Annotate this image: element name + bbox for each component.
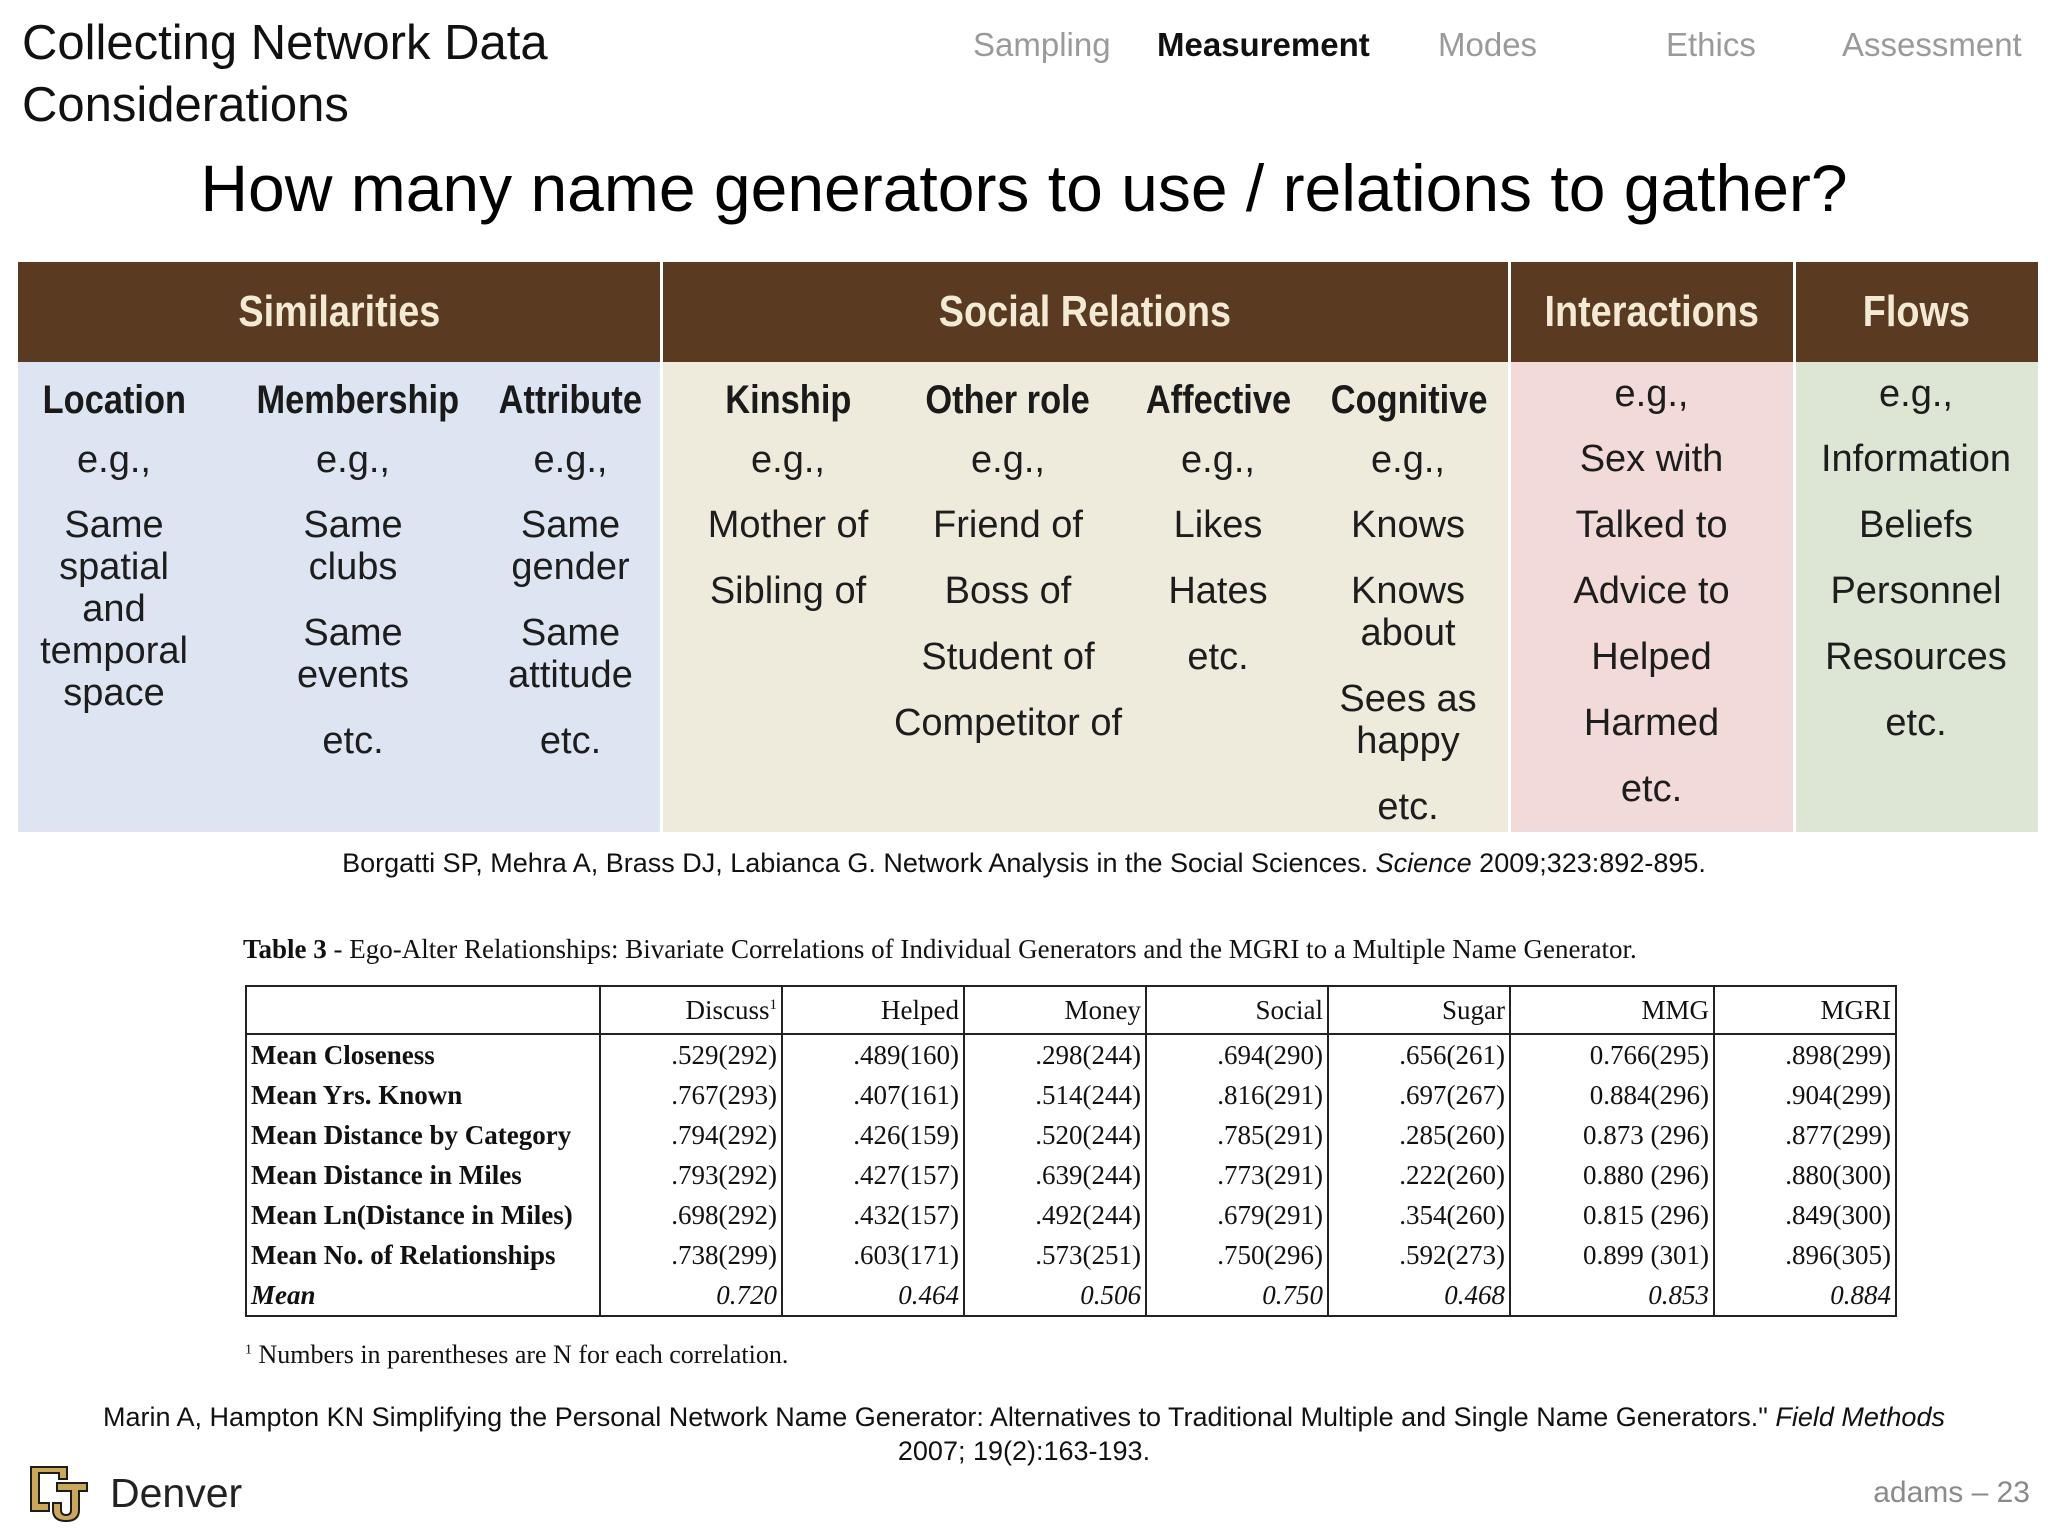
table-cell: 0.853 xyxy=(1510,1275,1714,1316)
row-label: Mean Distance by Category xyxy=(246,1115,600,1155)
table-row xyxy=(246,1235,1896,1275)
table-cell: 0.880 (296) xyxy=(1510,1155,1714,1195)
divider xyxy=(660,262,663,832)
page-number: adams – 23 xyxy=(1873,1476,2030,1509)
etc-label: etc. xyxy=(322,720,384,762)
table-corner-cell xyxy=(246,986,600,1034)
column-header: Affective xyxy=(1145,378,1291,422)
eg-label: e.g., xyxy=(1181,439,1255,481)
table-cell: .407(161) xyxy=(782,1075,964,1115)
column-header: Attribute xyxy=(498,378,643,422)
example-item: Competitor of xyxy=(893,702,1123,744)
example-item: Advice to xyxy=(1573,570,1730,612)
table-cell: .426(159) xyxy=(782,1115,964,1155)
column-header: Other role xyxy=(925,378,1091,422)
table-cell: .698(292) xyxy=(600,1195,782,1235)
example-item: Knows xyxy=(1350,504,1466,546)
footnote-text: Numbers in parentheses are N for each correlation. xyxy=(252,1340,789,1369)
column-header: Membership xyxy=(256,378,460,422)
example-item: Sees as xyxy=(1339,678,1477,720)
row-label: Mean Ln(Distance in Miles) xyxy=(246,1195,600,1235)
table-cell: .529(292) xyxy=(600,1034,782,1075)
column-header-discuss: Discuss$^1$ xyxy=(600,986,782,1034)
table-cell: .904(299) xyxy=(1714,1075,1896,1115)
nav-tab-ethics[interactable]: Ethics xyxy=(1666,26,1756,63)
table-header-row xyxy=(246,986,1896,1034)
table-cell: 0.815 (296) xyxy=(1510,1195,1714,1235)
table-cell: 0.468 xyxy=(1328,1275,1510,1316)
example-item: Information xyxy=(1820,438,2012,480)
example-item: space xyxy=(63,672,165,714)
eg-label: e.g., xyxy=(533,439,608,481)
table-cell: .679(291) xyxy=(1146,1195,1328,1235)
deck-title-line2: Considerations xyxy=(22,78,349,132)
cu-logo-icon xyxy=(26,1462,92,1524)
example-item: Hates xyxy=(1168,570,1268,612)
table-cell: 0.766(295) xyxy=(1510,1034,1714,1075)
row-label: Mean xyxy=(246,1275,600,1316)
example-item: Same xyxy=(64,504,164,546)
etc-label: etc. xyxy=(1885,702,1947,744)
table-cell: .520(244) xyxy=(964,1115,1146,1155)
column-header-sugar: Sugar xyxy=(1328,986,1510,1034)
citation-text: Borgatti SP, Mehra A, Brass DJ, Labianca G. Network Analysis in the Social Sciences. xyxy=(342,848,1376,878)
column-location xyxy=(18,362,210,714)
column-other-role xyxy=(888,362,1128,744)
footnote-marker: 1 xyxy=(769,996,777,1013)
table-cell: .354(260) xyxy=(1328,1195,1510,1235)
table-cell: .694(290) xyxy=(1146,1034,1328,1075)
column-header-mgri: MGRI xyxy=(1714,986,1896,1034)
table-cell: .793(292) xyxy=(600,1155,782,1195)
table-cell: .427(157) xyxy=(782,1155,964,1195)
nav-tab-measurement[interactable]: Measurement xyxy=(1157,26,1370,63)
table-cell: .656(261) xyxy=(1328,1034,1510,1075)
table-cell: .639(244) xyxy=(964,1155,1146,1195)
correlation-table xyxy=(245,985,1897,1317)
example-item: Resources xyxy=(1825,636,2007,678)
table-cell: .877(299) xyxy=(1714,1115,1896,1155)
table-cell: .880(300) xyxy=(1714,1155,1896,1195)
footnote-marker: 1 xyxy=(245,1342,252,1358)
table-row xyxy=(246,1155,1896,1195)
column-affective xyxy=(1128,362,1308,678)
table-row xyxy=(246,1275,1896,1316)
example-item: Friend of xyxy=(933,504,1083,546)
example-item: Beliefs xyxy=(1858,504,1974,546)
column-header-money: Money xyxy=(964,986,1146,1034)
example-item: happy xyxy=(1356,720,1460,762)
example-item: and xyxy=(82,588,146,630)
row-label: Mean Distance in Miles xyxy=(246,1155,600,1195)
table-cell: .898(299) xyxy=(1714,1034,1896,1075)
table-cell: .773(291) xyxy=(1146,1155,1328,1195)
etc-label: etc. xyxy=(1620,768,1683,810)
table-cell: 0.464 xyxy=(782,1275,964,1316)
table-cell: .750(296) xyxy=(1146,1235,1328,1275)
example-item: clubs xyxy=(308,546,398,588)
table-cell: .298(244) xyxy=(964,1034,1146,1075)
table-cell: .816(291) xyxy=(1146,1075,1328,1115)
etc-label: etc. xyxy=(539,720,602,762)
nav-tab-sampling[interactable]: Sampling xyxy=(973,26,1111,63)
example-item: temporal xyxy=(40,630,188,672)
example-item: Same xyxy=(303,612,403,654)
table-cell: 0.884(296) xyxy=(1510,1075,1714,1115)
citation-journal: Science xyxy=(1375,848,1472,878)
deck-title xyxy=(22,12,548,136)
table-caption-label: Table 3 xyxy=(243,934,327,964)
column-cognitive xyxy=(1318,362,1498,828)
table-row xyxy=(246,1034,1896,1075)
column-flows xyxy=(1794,360,2038,744)
table-cell: .896(305) xyxy=(1714,1235,1896,1275)
table-cell: .738(299) xyxy=(600,1235,782,1275)
example-item: Same xyxy=(520,612,621,654)
table-footnote xyxy=(245,1340,788,1370)
nav-tab-assessment[interactable]: Assessment xyxy=(1842,26,2022,63)
table-cell: .514(244) xyxy=(964,1075,1146,1115)
example-item: events xyxy=(297,654,409,696)
example-item: Sex with xyxy=(1579,438,1724,480)
category-social-relations: Social Relations xyxy=(661,262,1509,362)
column-header: Kinship xyxy=(724,378,852,422)
table-cell: 0.720 xyxy=(600,1275,782,1316)
table-cell: .592(273) xyxy=(1328,1235,1510,1275)
example-item: Student of xyxy=(921,636,1095,678)
table-cell: .849(300) xyxy=(1714,1195,1896,1235)
table-cell: .489(160) xyxy=(782,1034,964,1075)
column-attribute xyxy=(483,362,658,762)
table-cell: .285(260) xyxy=(1328,1115,1510,1155)
table-cell: .432(157) xyxy=(782,1195,964,1235)
relation-typology-grid xyxy=(18,262,2038,832)
example-item: Harmed xyxy=(1583,702,1720,744)
table-cell: .603(171) xyxy=(782,1235,964,1275)
example-item: gender xyxy=(511,546,630,588)
table-cell: 0.899 (301) xyxy=(1510,1235,1714,1275)
citation-ref: 2007; 19(2):163-193. xyxy=(897,1436,1151,1466)
table-row xyxy=(246,1115,1896,1155)
column-header-helped: Helped xyxy=(782,986,964,1034)
column-header-mmg: MMG xyxy=(1510,986,1714,1034)
citation-text: Marin A, Hampton KN Simplifying the Personal Network Name Generator: Alternatives to Traditional Multiple and Single Name Generators." xyxy=(103,1402,1776,1432)
eg-label: e.g., xyxy=(751,439,825,481)
column-header: Cognitive xyxy=(1330,378,1488,422)
column-header-social: Social xyxy=(1146,986,1328,1034)
column-membership xyxy=(240,362,466,762)
table-cell: .573(251) xyxy=(964,1235,1146,1275)
row-label: Mean Closeness xyxy=(246,1034,600,1075)
example-item: Boss of xyxy=(944,570,1072,612)
table-cell: 0.506 xyxy=(964,1275,1146,1316)
eg-label: e.g., xyxy=(1614,373,1689,415)
table-cell: 0.873 (296) xyxy=(1510,1115,1714,1155)
citation-borgatti xyxy=(0,848,2048,879)
eg-label: e.g., xyxy=(971,439,1045,481)
eg-label: e.g., xyxy=(316,439,390,481)
table-cell: .767(293) xyxy=(600,1075,782,1115)
table-cell: .785(291) xyxy=(1146,1115,1328,1155)
slide-heading: How many name generators to use / relations to gather? xyxy=(200,151,1848,225)
example-item: Knows xyxy=(1350,570,1466,612)
example-item: Mother of xyxy=(707,504,869,546)
nav-tab-modes[interactable]: Modes xyxy=(1438,26,1538,63)
eg-label: e.g., xyxy=(1371,439,1445,481)
column-header: Location xyxy=(42,378,186,422)
example-item: Same xyxy=(303,504,403,546)
column-kinship xyxy=(678,362,898,612)
column-interactions xyxy=(1509,360,1794,810)
category-similarities: Similarities xyxy=(18,262,661,362)
table-cell: 0.884 xyxy=(1714,1275,1896,1316)
table-row xyxy=(246,1195,1896,1235)
example-item: Sibling of xyxy=(709,570,867,612)
table-cell: .222(260) xyxy=(1328,1155,1510,1195)
etc-label: etc. xyxy=(1377,786,1439,828)
example-item: Personnel xyxy=(1830,570,2002,612)
table-caption-text: - Ego-Alter Relationships: Bivariate Correlations of Individual Generators and the MGRI to a Multiple Name Generator. xyxy=(326,934,1637,964)
table-row xyxy=(246,1075,1896,1115)
table-cell: .492(244) xyxy=(964,1195,1146,1235)
citation-ref: 2009;323:892-895. xyxy=(1471,848,1706,878)
citation-journal: Field Methods xyxy=(1775,1402,1945,1432)
table-cell: .794(292) xyxy=(600,1115,782,1155)
etc-label: etc. xyxy=(1187,636,1249,678)
eg-label: e.g., xyxy=(1879,373,1953,415)
example-item: attitude xyxy=(508,654,633,696)
citation-marin xyxy=(0,1400,2048,1468)
example-item: Helped xyxy=(1591,636,1712,678)
logo-wordmark: Denver xyxy=(110,1470,243,1516)
table-caption xyxy=(243,934,1637,965)
table-cell: 0.750 xyxy=(1146,1275,1328,1316)
eg-label: e.g., xyxy=(77,439,151,481)
table-cell: .697(267) xyxy=(1328,1075,1510,1115)
example-item: Likes xyxy=(1173,504,1263,546)
example-item: spatial xyxy=(59,546,169,588)
category-flows: Flows xyxy=(1794,262,2038,362)
deck-title-line1: Collecting Network Data xyxy=(22,16,548,70)
category-interactions: Interactions xyxy=(1509,262,1794,362)
row-label: Mean Yrs. Known xyxy=(246,1075,600,1115)
example-item: about xyxy=(1360,612,1456,654)
row-label: Mean No. of Relationships xyxy=(246,1235,600,1275)
example-item: Same xyxy=(520,504,621,546)
example-item: Talked to xyxy=(1575,504,1728,546)
